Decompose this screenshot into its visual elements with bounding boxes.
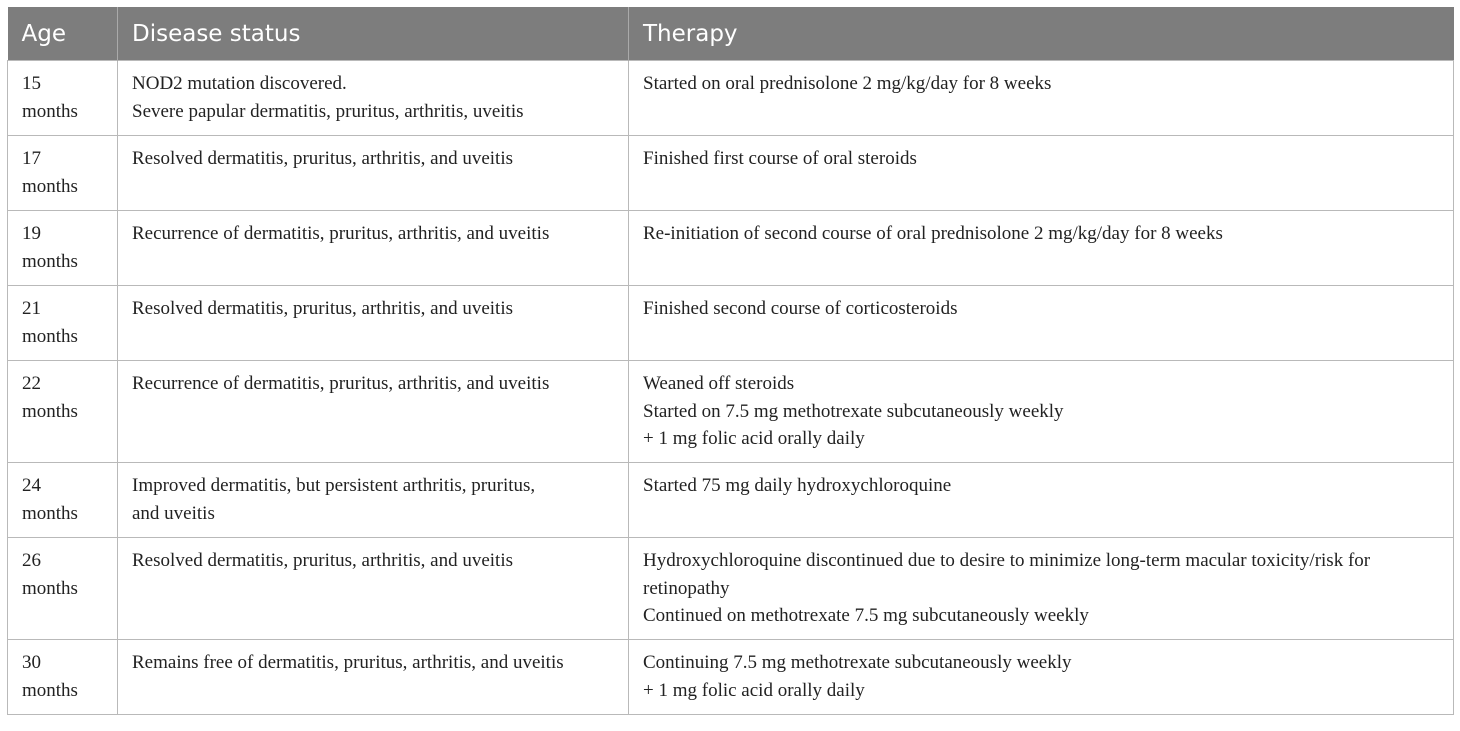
table-row [8,538,1454,640]
therapy-cell [629,361,1454,463]
cell-line: 19 [22,223,41,244]
therapy-cell [629,538,1454,640]
therapy-cell [629,61,1454,136]
therapy-cell [629,136,1454,211]
header-age: Age [8,7,118,61]
cell-line: 24 [22,475,41,496]
therapy-cell [629,286,1454,361]
cell-line: Improved dermatitis, but persistent arthritis, pruritus, [132,475,536,496]
cell-line: Hydroxychloroquine discontinued due to desire to minimize long-term macular toxicity/risk for [643,550,1371,571]
table-row [8,61,1454,136]
status-cell [118,136,629,211]
cell-line: Re-initiation of second course of oral prednisolone 2 mg/kg/day for 8 weeks [643,223,1223,244]
table-row [8,211,1454,286]
cell-line: Continued on methotrexate 7.5 mg subcutaneously weekly [643,605,1089,626]
cell-line: Recurrence of dermatitis, pruritus, arthritis, and uveitis [132,373,550,394]
cell-line: Recurrence of dermatitis, pruritus, arthritis, and uveitis [132,223,550,244]
cell-line: 30 [22,652,41,673]
cell-line: Resolved dermatitis, pruritus, arthritis, and uveitis [132,298,513,319]
age-cell [8,136,118,211]
cell-line: 21 [22,298,41,319]
cell-line: months [22,250,78,272]
cell-line: months [22,175,78,197]
cell-line: and uveitis [132,502,215,524]
cell-line: 17 [22,148,41,169]
cell-line: Continuing 7.5 mg methotrexate subcutaneously weekly [643,652,1072,673]
cell-line: months [22,400,78,422]
cell-line: 22 [22,373,41,394]
status-cell [118,640,629,715]
table-row [8,640,1454,715]
age-cell [8,211,118,286]
status-cell [118,538,629,640]
cell-line: + 1 mg folic acid orally daily [643,679,865,701]
cell-line: retinopathy [643,577,730,599]
cell-line: months [22,325,78,347]
header-row [8,7,1454,61]
status-cell [118,286,629,361]
age-cell [8,538,118,640]
cell-line: months [22,679,78,701]
age-cell [8,361,118,463]
table-row [8,136,1454,211]
table-row [8,361,1454,463]
therapy-cell [629,640,1454,715]
status-cell [118,463,629,538]
header-disease-status: Disease status [118,7,629,61]
cell-line: Finished first course of oral steroids [643,148,917,169]
status-cell [118,61,629,136]
cell-line: Started on oral prednisolone 2 mg/kg/day for 8 weeks [643,73,1052,94]
cell-line: 15 [22,73,41,94]
cell-line: months [22,100,78,122]
cell-line: months [22,502,78,524]
cell-line: Resolved dermatitis, pruritus, arthritis, and uveitis [132,550,513,571]
cell-line: Severe papular dermatitis, pruritus, arthritis, uveitis [132,100,524,122]
cell-line: Started on 7.5 mg methotrexate subcutaneously weekly [643,400,1064,422]
cell-line: months [22,577,78,599]
cell-line: 26 [22,550,41,571]
age-cell [8,640,118,715]
table-row [8,286,1454,361]
therapy-cell [629,211,1454,286]
age-cell [8,286,118,361]
cell-line: NOD2 mutation discovered. [132,73,347,94]
cell-line: Remains free of dermatitis, pruritus, arthritis, and uveitis [132,652,564,673]
cell-line: + 1 mg folic acid orally daily [643,428,865,449]
therapy-cell [629,463,1454,538]
status-cell [118,361,629,463]
status-cell [118,211,629,286]
header-therapy: Therapy [629,7,1454,61]
table-row [8,463,1454,538]
cell-line: Weaned off steroids [643,373,795,394]
cell-line: Resolved dermatitis, pruritus, arthritis, and uveitis [132,148,513,169]
cell-line: Started 75 mg daily hydroxychloroquine [643,475,952,496]
therapy-timeline-table [7,7,1454,715]
age-cell [8,61,118,136]
age-cell [8,463,118,538]
cell-line: Finished second course of corticosteroids [643,298,958,319]
